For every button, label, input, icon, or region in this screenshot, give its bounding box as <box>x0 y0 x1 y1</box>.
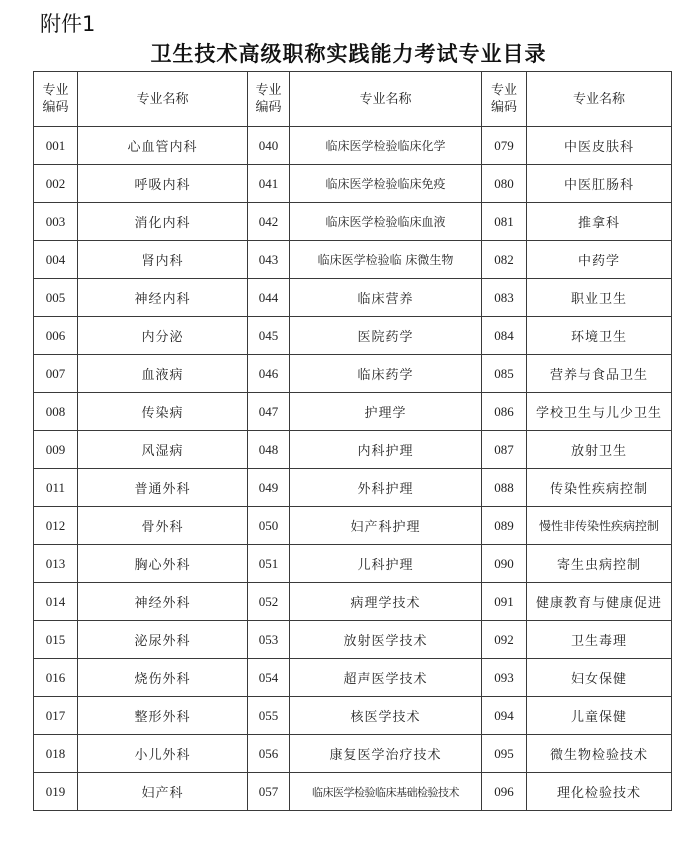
specialty-name: 内分泌 <box>78 317 248 355</box>
specialty-name: 内科护理 <box>290 431 482 469</box>
specialty-code: 057 <box>248 773 290 811</box>
specialty-code: 044 <box>248 279 290 317</box>
table-row <box>34 773 672 811</box>
specialty-name: 小儿外科 <box>78 735 248 773</box>
specialty-code: 080 <box>482 165 527 203</box>
specialty-name: 推拿科 <box>527 203 672 241</box>
specialty-code: 056 <box>248 735 290 773</box>
specialty-code: 045 <box>248 317 290 355</box>
specialty-code: 088 <box>482 469 527 507</box>
specialty-name: 儿童保健 <box>527 697 672 735</box>
code-column-header: 专业 编码 <box>34 72 78 127</box>
specialty-code: 016 <box>34 659 78 697</box>
table-row <box>34 431 672 469</box>
specialty-code: 049 <box>248 469 290 507</box>
specialty-name: 骨外科 <box>78 507 248 545</box>
specialty-code: 095 <box>482 735 527 773</box>
specialty-name: 寄生虫病控制 <box>527 545 672 583</box>
specialty-name: 临床医学检验临床化学 <box>290 127 482 165</box>
specialty-name: 妇产科 <box>78 773 248 811</box>
specialty-name: 烧伤外科 <box>78 659 248 697</box>
specialty-name: 护理学 <box>290 393 482 431</box>
specialty-name: 心血管内科 <box>78 127 248 165</box>
specialty-code: 048 <box>248 431 290 469</box>
table-row <box>34 507 672 545</box>
name-column-header: 专业名称 <box>527 72 672 127</box>
specialty-name: 胸心外科 <box>78 545 248 583</box>
table-row <box>34 165 672 203</box>
specialty-name: 临床医学检验临床免疫 <box>290 165 482 203</box>
specialty-code: 096 <box>482 773 527 811</box>
table-row <box>34 203 672 241</box>
specialty-code: 094 <box>482 697 527 735</box>
specialty-name: 整形外科 <box>78 697 248 735</box>
document-title: 卫生技术高级职称实践能力考试专业目录 <box>150 42 547 66</box>
specialty-name: 职业卫生 <box>527 279 672 317</box>
specialty-name: 肾内科 <box>78 241 248 279</box>
specialty-name: 外科护理 <box>290 469 482 507</box>
specialty-name: 消化内科 <box>78 203 248 241</box>
table-row <box>34 583 672 621</box>
specialty-code: 013 <box>34 545 78 583</box>
specialty-code: 001 <box>34 127 78 165</box>
table-row <box>34 355 672 393</box>
specialty-code: 012 <box>34 507 78 545</box>
specialty-catalog-table <box>33 71 672 811</box>
specialty-name: 临床医学检验临床基础检验技术 <box>290 773 482 811</box>
specialty-code: 042 <box>248 203 290 241</box>
specialty-name: 风湿病 <box>78 431 248 469</box>
specialty-name: 病理学技术 <box>290 583 482 621</box>
specialty-code: 079 <box>482 127 527 165</box>
specialty-name: 传染性疾病控制 <box>527 469 672 507</box>
code-column-header: 专业 编码 <box>482 72 527 127</box>
specialty-name: 神经外科 <box>78 583 248 621</box>
specialty-code: 093 <box>482 659 527 697</box>
specialty-code: 054 <box>248 659 290 697</box>
specialty-code: 050 <box>248 507 290 545</box>
specialty-code: 089 <box>482 507 527 545</box>
table-row <box>34 279 672 317</box>
specialty-name: 泌尿外科 <box>78 621 248 659</box>
name-column-header: 专业名称 <box>290 72 482 127</box>
table-row <box>34 545 672 583</box>
specialty-code: 006 <box>34 317 78 355</box>
specialty-name: 医院药学 <box>290 317 482 355</box>
specialty-code: 086 <box>482 393 527 431</box>
table-row <box>34 621 672 659</box>
specialty-code: 052 <box>248 583 290 621</box>
specialty-name: 微生物检验技术 <box>527 735 672 773</box>
specialty-code: 081 <box>482 203 527 241</box>
specialty-name: 环境卫生 <box>527 317 672 355</box>
specialty-name: 普通外科 <box>78 469 248 507</box>
table-row <box>34 241 672 279</box>
specialty-code: 002 <box>34 165 78 203</box>
specialty-code: 085 <box>482 355 527 393</box>
specialty-code: 084 <box>482 317 527 355</box>
specialty-name: 神经内科 <box>78 279 248 317</box>
specialty-name: 放射卫生 <box>527 431 672 469</box>
specialty-name: 理化检验技术 <box>527 773 672 811</box>
specialty-name: 康复医学治疗技术 <box>290 735 482 773</box>
specialty-name: 临床营养 <box>290 279 482 317</box>
specialty-name: 放射医学技术 <box>290 621 482 659</box>
specialty-name: 妇产科护理 <box>290 507 482 545</box>
specialty-code: 007 <box>34 355 78 393</box>
specialty-code: 046 <box>248 355 290 393</box>
table-row <box>34 659 672 697</box>
specialty-code: 090 <box>482 545 527 583</box>
specialty-code: 091 <box>482 583 527 621</box>
table-header-row <box>34 72 672 127</box>
specialty-name: 中医皮肤科 <box>527 127 672 165</box>
table-row <box>34 697 672 735</box>
specialty-name: 学校卫生与儿少卫生 <box>527 393 672 431</box>
specialty-code: 011 <box>34 469 78 507</box>
specialty-code: 017 <box>34 697 78 735</box>
specialty-code: 087 <box>482 431 527 469</box>
specialty-code: 019 <box>34 773 78 811</box>
specialty-code: 009 <box>34 431 78 469</box>
specialty-name: 慢性非传染性疾病控制 <box>527 507 672 545</box>
specialty-name: 中医肛肠科 <box>527 165 672 203</box>
specialty-name: 临床医学检验临床血液 <box>290 203 482 241</box>
specialty-name: 血液病 <box>78 355 248 393</box>
specialty-name: 超声医学技术 <box>290 659 482 697</box>
table-body <box>34 127 672 811</box>
specialty-code: 043 <box>248 241 290 279</box>
specialty-name: 传染病 <box>78 393 248 431</box>
specialty-name: 临床医学检验临 床微生物 <box>290 241 482 279</box>
specialty-code: 005 <box>34 279 78 317</box>
specialty-code: 051 <box>248 545 290 583</box>
specialty-name: 卫生毒理 <box>527 621 672 659</box>
specialty-name: 营养与食品卫生 <box>527 355 672 393</box>
specialty-code: 053 <box>248 621 290 659</box>
specialty-name: 妇女保健 <box>527 659 672 697</box>
specialty-code: 041 <box>248 165 290 203</box>
specialty-code: 018 <box>34 735 78 773</box>
specialty-code: 015 <box>34 621 78 659</box>
name-column-header: 专业名称 <box>78 72 248 127</box>
specialty-name: 健康教育与健康促进 <box>527 583 672 621</box>
table-row <box>34 317 672 355</box>
specialty-code: 092 <box>482 621 527 659</box>
specialty-code: 047 <box>248 393 290 431</box>
specialty-name: 核医学技术 <box>290 697 482 735</box>
specialty-code: 040 <box>248 127 290 165</box>
table-row <box>34 393 672 431</box>
specialty-name: 中药学 <box>527 241 672 279</box>
specialty-name: 临床药学 <box>290 355 482 393</box>
code-column-header: 专业 编码 <box>248 72 290 127</box>
specialty-code: 082 <box>482 241 527 279</box>
table-row <box>34 127 672 165</box>
specialty-name: 儿科护理 <box>290 545 482 583</box>
table-row <box>34 469 672 507</box>
specialty-code: 083 <box>482 279 527 317</box>
specialty-code: 003 <box>34 203 78 241</box>
specialty-name: 呼吸内科 <box>78 165 248 203</box>
specialty-code: 014 <box>34 583 78 621</box>
specialty-code: 004 <box>34 241 78 279</box>
table-row <box>34 735 672 773</box>
specialty-code: 008 <box>34 393 78 431</box>
attachment-label: 附件1 <box>40 12 96 36</box>
specialty-code: 055 <box>248 697 290 735</box>
